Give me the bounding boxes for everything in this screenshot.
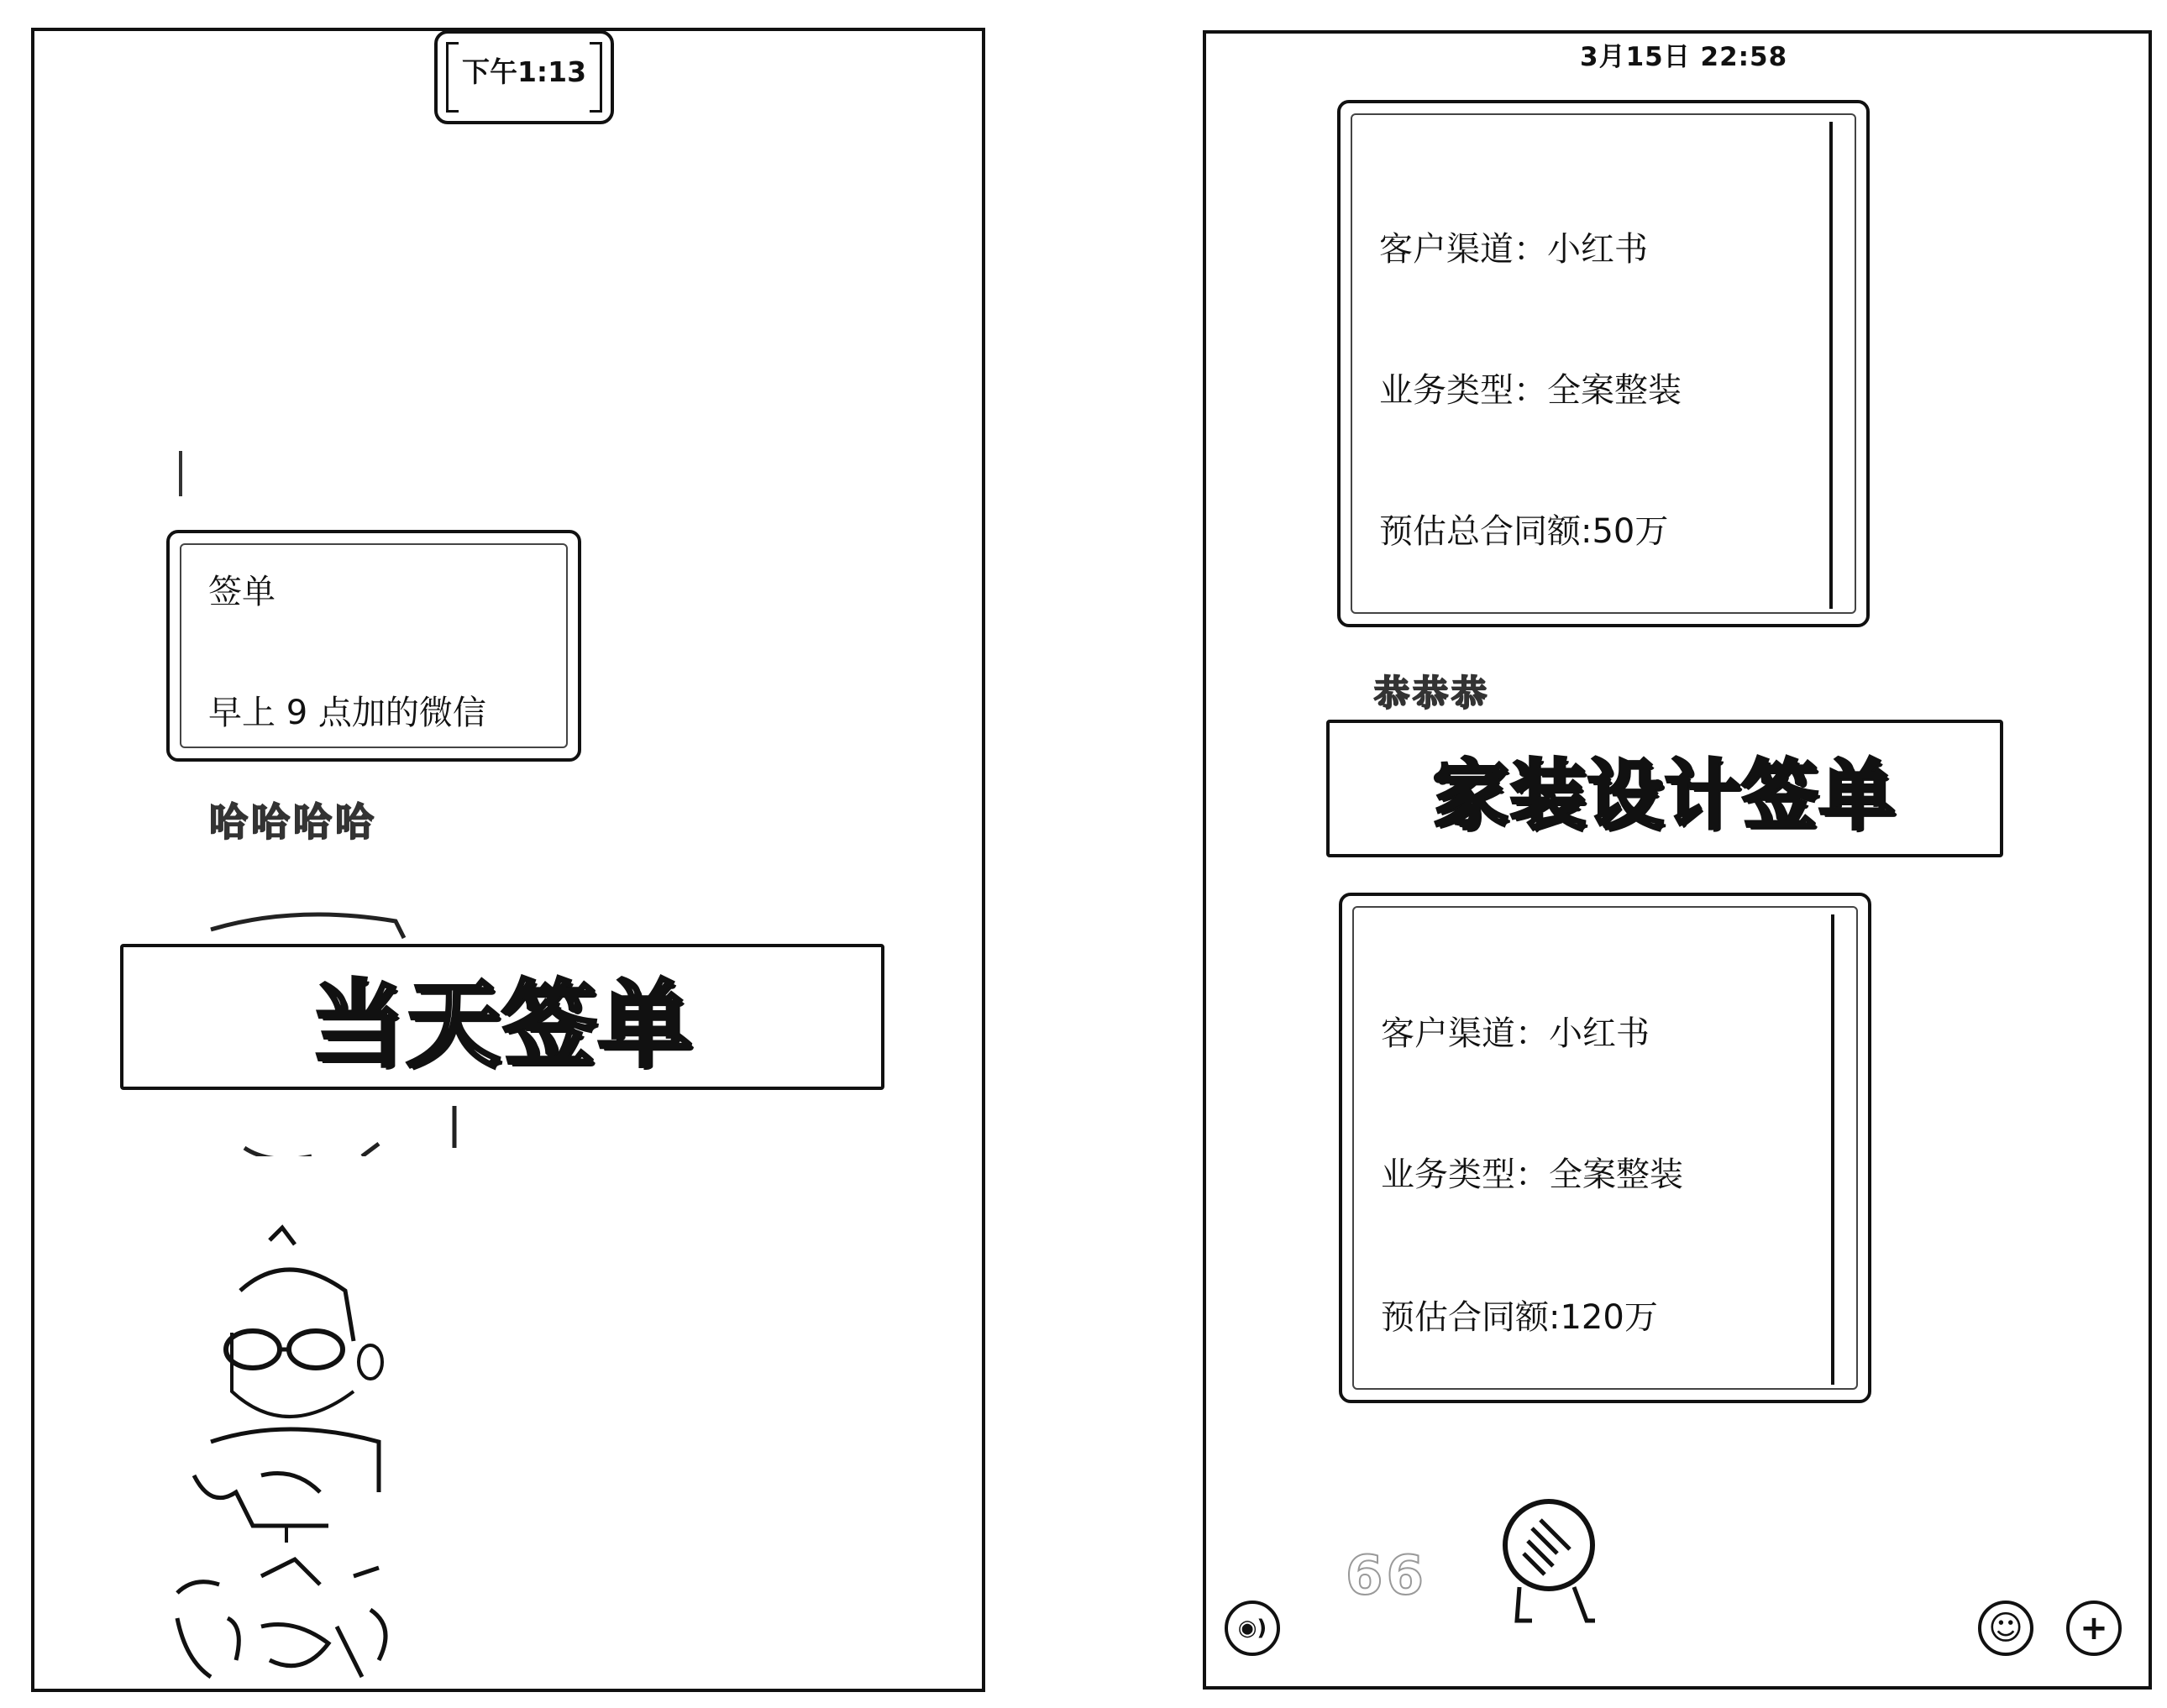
card2-business-type: 业务类型：全案整装 [1381,1155,1683,1194]
banner-same-day-signing [120,944,884,1090]
sticker-text-right: 恭恭恭 [1374,673,1491,714]
chat-bubble-line-1: 签单 [208,573,275,611]
chat-bubble-line-2: 早上 9 点加的微信 [208,694,486,732]
chat-bubble-signed[interactable] [166,530,581,762]
emoji-button[interactable] [1978,1601,2033,1656]
reaction-66-text: 66 [1346,1545,1428,1607]
voice-input-button[interactable] [1225,1601,1280,1656]
clapping-hands-sticker [1498,1495,1608,1629]
banner-title-left: 当天签单 [311,970,694,1080]
chat-card-1-scroll-mark [1829,122,1833,609]
right-chat-screenshot [1203,30,2152,1690]
more-functions-button[interactable] [2066,1601,2122,1656]
sticker-text-left: 哈哈哈哈 [209,799,377,845]
text-cursor-mark [179,451,182,496]
banner-home-design-signing [1326,720,2003,857]
banner-title-right: 家装设计签单 [1433,752,1897,840]
card1-business-type: 业务类型：全案整装 [1379,371,1682,410]
plus-icon: + [2080,1609,2108,1648]
emoji-icon: ☺ [1988,1609,2023,1648]
chat-card-2-scroll-mark [1831,914,1834,1385]
timestamp-left [434,30,614,124]
chat-card-order-1[interactable] [1337,100,1870,627]
card2-contract-amount: 预估合同额:120万 [1381,1298,1658,1337]
voice-icon: ◉) [1237,1616,1267,1641]
timestamp-right: 3月15日 22:58 [1580,42,1788,72]
card1-customer-channel: 客户渠道：小红书 [1379,230,1648,269]
left-chat-screenshot [31,28,985,1692]
cartoon-man-sticker [160,1223,429,1694]
card1-contract-amount: 预估总合同额:50万 [1379,512,1669,551]
timestamp-left-text: 下午1:13 [461,55,587,88]
chat-card-order-2[interactable] [1339,893,1871,1403]
card2-customer-channel: 客户渠道：小红书 [1381,1014,1650,1053]
